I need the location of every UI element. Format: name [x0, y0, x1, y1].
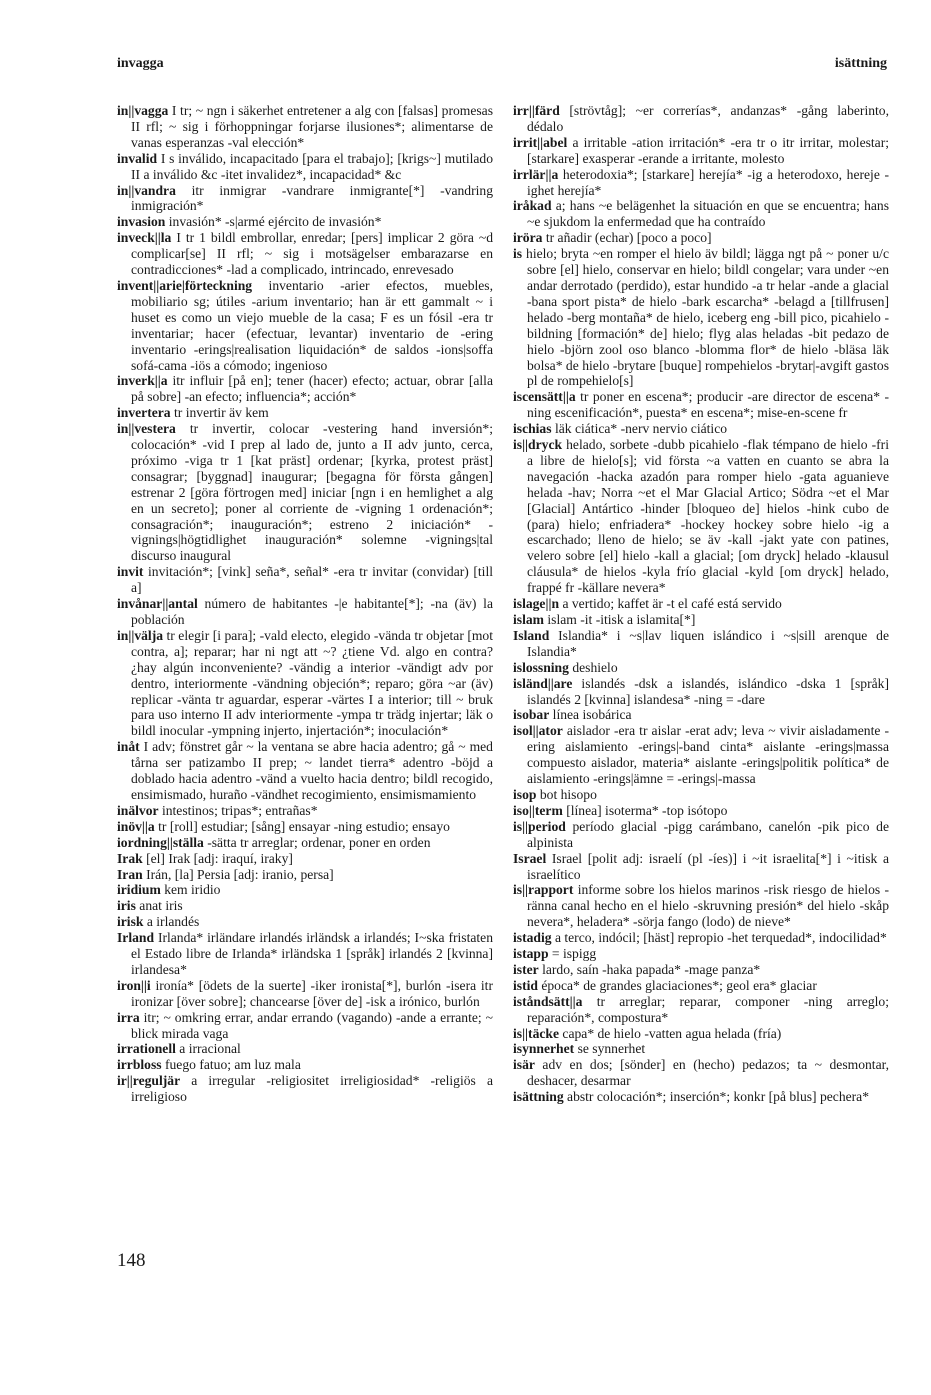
entry-headword: iso||term	[513, 802, 563, 818]
entry-headword: in||välja	[117, 627, 164, 643]
entry-definition: tr elegir [i para]; -vald electo, elegido -vända tr objetar [mot contra, a]; reparar; har ni ngt att ~? ¿tiene Vd. algo en contra? ¿hay algún inconveniente? -vändig a interior -vändigt adv por dentro, interiormente -vändning objeción*; reparo; göra ~ar (äv) replicar -vänta tr aguardar, esperar -värtes I a interior; till ~ bruk para uso interno II adv interiormente -ympa tr trädg injertar; läk o bildl inocular -ympning injerto, injertación*; inoculación*	[131, 627, 493, 739]
dictionary-entry	[117, 930, 493, 978]
dictionary-entry	[513, 628, 889, 660]
dictionary-entry	[117, 103, 493, 151]
entry-definition: [el] Irak [adj: iraquí, iraky]	[146, 850, 293, 866]
dictionary-entry	[513, 978, 889, 994]
dictionary-entry	[117, 230, 493, 278]
entry-definition: Irán, [la] Persia [adj: iranio, persa]	[146, 866, 334, 882]
dictionary-entry	[117, 151, 493, 183]
entry-headword: ischias	[513, 421, 552, 437]
entry-definition: itr inmigrar -vandrare inmigrante[*] -vandring inmigración*	[131, 182, 493, 214]
dictionary-entry	[117, 564, 493, 596]
entry-definition: helado, sorbete -dubb picahielo -flak témpano de hielo -fri a libre de hielo[s]; vid första ~a vatten en cuanto se abra la navegación -hacka azadón para romper hielo -gata aguanieve helada -hav; Norra ~et el Mar Glacial Artico; Södra ~et el Mar [Glacial] Antártico -hinder [bloqueo de] hielos -hink cubo de (para) hielo; enfriadera* -hockey hockey sobre hielo -ig a escarchado; lleno de hielo; se äv -kall -jakt yate con patines, velero sobre [el] hielo -kall a glacial; [om dryck] helado -klausul cláusula* de hielos -kyla frío glacial -kyld [om dryck] helado, frappé fr -källare nevera*	[527, 437, 889, 596]
dictionary-entry	[513, 246, 889, 389]
entry-headword: irisk	[117, 914, 144, 930]
entry-definition: bot hisopo	[539, 786, 597, 802]
entry-definition: informe sobre los hielos marinos -risk riesgo de hielos -ränna canal hecho en el hielo -skruvning presión* del hielo -skåp nevera*, heladera* -sörja fango (lodo) de nieve*	[527, 882, 889, 930]
entry-headword: is||täcke	[513, 1025, 560, 1041]
entry-definition: tr arreglar; reparar, componer -ning arreglo; reparación*, compostura*	[527, 993, 889, 1025]
dictionary-entry	[117, 278, 493, 373]
page-number: 148	[117, 1250, 146, 1271]
dictionary-entry	[513, 851, 889, 883]
dictionary-entry	[117, 405, 493, 421]
entry-headword: inåt	[117, 739, 140, 755]
entry-headword: Island	[513, 627, 550, 643]
entry-headword: is||dryck	[513, 437, 563, 453]
entry-definition: tr invertir äv kem	[174, 405, 269, 421]
entry-definition: línea isobárica	[552, 707, 632, 723]
entry-definition: hielo; bryta ~en romper el hielo äv bildl; lägga ngt på ~ poner u/c sobre [el] hielo, conservar en hielo; bildl congelar; vara under ~en andar derrotado (perdido), estar hundido -a tr helar -ande a glacial -bana sport pista* de hielo -bark escarcha* -belagd a [tillfrusen] helado -berg montaña* de hielo, iceberg eng -bill pico, picahielo -bildning [formación* de] hielo; flyg alas heladas -bit pedazo de hielo -björn zool oso blanco -blomma flor* de hielo -bläsa läk bolsa* de hielo -brytare [buque] rompehielos -brytar|-avgift gastos pl de rompehielo[s]	[526, 246, 889, 389]
entry-definition: invitación*; [vink] seña*, señal* -era tr invitar (convidar) [till a]	[131, 564, 493, 596]
entry-headword: iscensätt||a	[513, 389, 576, 405]
left-column	[117, 103, 493, 1105]
entry-headword: isländ||are	[513, 675, 573, 691]
entry-definition: läk ciática* -nerv nervio ciático	[554, 421, 728, 437]
entry-definition: a terco, indócil; [häst] repropio -het terquedad*, indocilidad*	[554, 930, 887, 946]
dictionary-entry	[117, 851, 493, 867]
dictionary-entry	[513, 198, 889, 230]
dictionary-entry	[513, 389, 889, 421]
entry-definition: I tr; ~ ngn i säkerhet entretener a alg con [falsas] promesas II rfl; ~ sig i förhoppningar forjarse ilusiones*; alimentarse de vanas esperanzas -val elección*	[131, 103, 493, 150]
dictionary-entry	[117, 819, 493, 835]
entry-headword: iröra	[513, 230, 543, 246]
entry-headword: inverk||a	[117, 373, 168, 389]
entry-headword: in||vandra	[117, 182, 176, 198]
entry-headword: irrlär||a	[513, 166, 559, 182]
entry-definition: invasión* -s|armé ejército de invasión*	[168, 214, 382, 230]
entry-headword: ister	[513, 961, 539, 977]
entry-headword: irrbloss	[117, 1057, 162, 1073]
dictionary-entry	[117, 1073, 493, 1105]
right-column	[513, 103, 889, 1105]
entry-headword: inöv||a	[117, 818, 155, 834]
entry-definition: tr invertir, colocar -vestering hand inversión*; colocación* -vid I prep al lado de, junto a II adv junto, cerca, próximo -viga tr 1 [kat präst] ordenar; [kyrka, protest präst] consagrar; [byggnad] inaugurar; [begagna för första gången] estrenar 2 [göra förtrogen med] iniciar [ngn i en hemlighet a alg en un secreto]; poner al corriente de -vigning 1 ordenación*; consagración*; inauguración*; estreno 2 iniciación* -vignings|högtidlighet inauguración* solemne -vignings|tal discurso inaugural	[131, 421, 493, 564]
entry-definition: islam -it -itisk a islamita[*]	[547, 612, 696, 627]
dictionary-entry	[513, 1026, 889, 1042]
entry-definition: adv en dos; [sönder] en (hecho) pedazos; ta ~ desmontar, deshacer, desarmar	[527, 1057, 889, 1089]
entry-headword: iron||i	[117, 977, 151, 993]
dictionary-entry	[513, 962, 889, 978]
entry-headword: Iran	[117, 866, 143, 882]
entry-definition: itr; ~ omkring errar, andar errando (vagando) -ande a errante; ~ blick mirada vaga	[131, 1009, 493, 1041]
entry-definition: itr influir [på en]; tener (hacer) efecto; actuar, obrar [alla på sobre] -an efecto; influencia*; acción*	[131, 373, 493, 405]
entry-headword: Irak	[117, 850, 143, 866]
dictionary-entry	[513, 596, 889, 612]
dictionary-entry	[117, 978, 493, 1010]
entry-definition: época* de grandes glaciaciones*; geol era* glaciar	[541, 977, 817, 993]
dictionary-entry	[117, 914, 493, 930]
entry-definition: heterodoxia*; [starkare] herejía* -ig a heterodoxo, hereje -ighet herejía*	[527, 166, 889, 198]
dictionary-entry	[513, 167, 889, 199]
entry-headword: invasion	[117, 214, 166, 230]
entry-headword: iståndsätt||a	[513, 993, 583, 1009]
entry-headword: isobar	[513, 707, 550, 723]
entry-headword: iråkad	[513, 198, 552, 214]
dictionary-entry	[513, 930, 889, 946]
entry-headword: Israel	[513, 850, 547, 866]
dictionary-entry	[513, 723, 889, 787]
dictionary-entry	[117, 882, 493, 898]
dictionary-entry	[117, 835, 493, 851]
entry-headword: invent||arie|förteckning	[117, 277, 253, 293]
entry-definition: = ispigg	[551, 946, 597, 962]
dictionary-entry	[513, 103, 889, 135]
dictionary-entry	[513, 707, 889, 723]
entry-headword: invalid	[117, 150, 158, 166]
dictionary-entry	[513, 660, 889, 676]
dictionary-entry	[513, 437, 889, 596]
entry-definition: [línea] isoterma* -top isótopo	[566, 802, 728, 818]
dictionary-entry	[513, 230, 889, 246]
entry-headword: inälvor	[117, 802, 159, 818]
entry-headword: islossning	[513, 659, 569, 675]
entry-definition: a irlandés	[146, 914, 200, 930]
entry-headword: iris	[117, 898, 136, 914]
entry-headword: isättning	[513, 1089, 564, 1105]
dictionary-entry	[513, 1057, 889, 1089]
entry-definition: kem iridio	[164, 882, 221, 898]
entry-headword: inveck||la	[117, 230, 172, 246]
entry-headword: invit	[117, 564, 144, 580]
entry-definition: I s inválido, incapacitado [para el trabajo]; [krigs~] mutilado II a inválido &c -itet invalidez*, incapacidad* &c	[131, 150, 493, 182]
entry-definition: aislador -era tr aislar -erat adv; leva ~ vivir aisladamente -ering aislamiento -erings|-band cinta* aislante -erings|massa compuesto aislador, materia* aislante -erings|politik política* de aislamiento -erings|ämne = -erings|-massa	[527, 723, 889, 787]
dictionary-entry	[513, 994, 889, 1026]
entry-headword: is	[513, 246, 523, 262]
entry-definition: capa* de hielo -vatten agua helada (fría)	[562, 1025, 782, 1041]
dictionary-entry	[513, 676, 889, 708]
entry-definition: a irracional	[179, 1041, 241, 1057]
entry-definition: I tr 1 bildl embrollar, enredar; [pers] implicar 2 göra ~d complicar[se] II rfl; ~ sig i motsägelser embarazarse en contradicciones* -lad a complicado, intrincado, enrevesado	[131, 230, 493, 278]
entry-definition: a; hans ~e belägenhet la situación en que se encuentra; hans ~e sjukdom la enfermedad que ha contraído	[527, 198, 890, 230]
entry-definition: islandés -dsk a islandés, islándico -dska 1 [språk] islandés 2 [kvinna] islandesa* -ning = -dare	[527, 675, 889, 707]
entry-definition: [strövtåg]; ~er correrías*, andanzas* -gång laberinto, dédalo	[527, 103, 889, 134]
entry-definition: ironía* [ödets de la suerte] -iker ironista[*], burlón -isera itr ironizar [över sobre]; chancearse [över de] -isk a irónico, burlón	[131, 977, 493, 1009]
dictionary-entry	[513, 787, 889, 803]
entry-definition: a vertido; kaffet är -t el café está servido	[562, 596, 782, 612]
entry-definition: intestinos; tripas*; entrañas*	[161, 802, 318, 818]
entry-headword: irra	[117, 1009, 140, 1025]
entry-headword: invånar||antal	[117, 596, 198, 612]
entry-definition: número de habitantes -|e habitante[*]; -na (äv) la población	[131, 596, 493, 627]
entry-headword: islam	[513, 612, 544, 627]
entry-definition: período glacial -pigg carámbano, canelón -pik pico de alpinista	[527, 818, 889, 850]
entry-headword: isol||ator	[513, 723, 563, 739]
entry-definition: tr [roll] estudiar; [sång] ensayar -ning estudio; ensayo	[158, 818, 450, 834]
dictionary-entry	[117, 373, 493, 405]
entry-headword: Irland	[117, 930, 155, 946]
entry-headword: istapp	[513, 946, 549, 962]
dictionary-entry	[513, 421, 889, 437]
dictionary-entry	[513, 819, 889, 851]
entry-definition: a irregular -religiositet irreligiosidad* -religiös a irreligioso	[131, 1073, 493, 1105]
entry-headword: isär	[513, 1057, 535, 1073]
entry-headword: iridium	[117, 882, 161, 898]
dictionary-entry	[117, 803, 493, 819]
entry-headword: istadig	[513, 930, 552, 946]
entry-headword: is||period	[513, 818, 566, 834]
entry-definition: inventario -arier efectos, muebles, mobiliario sg; útiles -arium inventario; han är ett gammalt ~ i huset es como un viejo mueble de la casa; F es un fósil -era tr inventariar; hacer (efectuar, levantar) inventario de -ering inventario -erings|realisation liquidación* de saldos -ions|soffa sofá-cama -iös a cómodo; ingenioso	[131, 277, 493, 373]
dictionary-entry	[513, 946, 889, 962]
dictionary-entry	[117, 421, 493, 564]
entry-definition: fuego fatuo; am luz mala	[164, 1057, 301, 1073]
dictionary-entry	[513, 1089, 889, 1105]
dictionary-entry	[513, 1041, 889, 1057]
dictionary-entry	[117, 867, 493, 883]
dictionary-entry	[513, 135, 889, 167]
entry-definition: I adv; fönstret går ~ la ventana se abre hacia adentro; gå ~ med tårna ser patizambo II prep; ~ landet tierra* adentro -böjd a doblado hacia adentro -vänd a vuelto hacia dentro; bildl recogido, ensimismado, huraño -vändhet recogimiento, ensimismamiento	[131, 739, 493, 802]
dictionary-entry	[117, 898, 493, 914]
dictionary-entry	[117, 1010, 493, 1042]
entry-definition: se synnerhet	[577, 1041, 646, 1057]
entry-definition: tr añadir (echar) [poco a poco]	[545, 230, 712, 246]
entry-headword: islage||n	[513, 596, 560, 612]
entry-definition: lardo, saín -haka papada* -mage panza*	[542, 961, 761, 977]
entry-headword: iordning||ställa	[117, 834, 204, 850]
entry-headword: invertera	[117, 405, 171, 421]
dictionary-entry	[117, 1041, 493, 1057]
dictionary-entry	[513, 803, 889, 819]
dictionary-entry	[117, 214, 493, 230]
entry-headword: in||vestera	[117, 421, 176, 437]
entry-definition: Israel [polit adj: israelí (pl -íes)] i ~it israelita[*] i ~itisk a israelítico	[527, 850, 889, 882]
entry-headword: isop	[513, 786, 537, 802]
entry-definition: a irritable -ation irritación* -era tr o itr irritar, molestar; [starkare] exasperar -erande a irritante, molesto	[527, 134, 890, 166]
entry-headword: in||vagga	[117, 103, 169, 118]
dictionary-entry	[117, 183, 493, 215]
dictionary-entry	[513, 612, 889, 628]
entry-definition: Islandia* i ~s|lav liquen islándico i ~s|sill arenque de Islandia*	[527, 627, 890, 659]
running-head-left: invagga	[117, 56, 164, 71]
entry-definition: tr poner en escena*; producir -are director de escena* -ning escenificación*, puesta* en escena*; mise-en-scene fr	[527, 389, 889, 421]
entry-definition: Irlanda* irländare irlandés irländsk a irlandés; I~ska fristaten el Estado libre de Irlanda* irländska 1 [språk] irlandés 2 [kvinna] irlandesa*	[131, 930, 493, 977]
entry-headword: irrit||abel	[513, 134, 568, 150]
entry-headword: isynnerhet	[513, 1041, 575, 1057]
entry-headword: irrationell	[117, 1041, 176, 1057]
dictionary-entry	[117, 596, 493, 628]
entry-headword: istid	[513, 977, 538, 993]
entry-headword: is||rapport	[513, 882, 574, 898]
dictionary-entry	[117, 739, 493, 803]
entry-headword: ir||reguljär	[117, 1073, 181, 1089]
entry-headword: irr||färd	[513, 103, 560, 118]
entry-definition: -sätta tr arreglar; ordenar, poner en orden	[207, 834, 431, 850]
running-head-right: isättning	[834, 56, 887, 71]
entry-definition: anat iris	[139, 898, 183, 914]
dictionary-entry	[117, 1057, 493, 1073]
entry-definition: abstr colocación*; inserción*; konkr [på blus] pechera*	[567, 1089, 870, 1105]
dictionary-entry	[513, 882, 889, 930]
dictionary-entry	[117, 628, 493, 739]
entry-definition: deshielo	[572, 659, 618, 675]
